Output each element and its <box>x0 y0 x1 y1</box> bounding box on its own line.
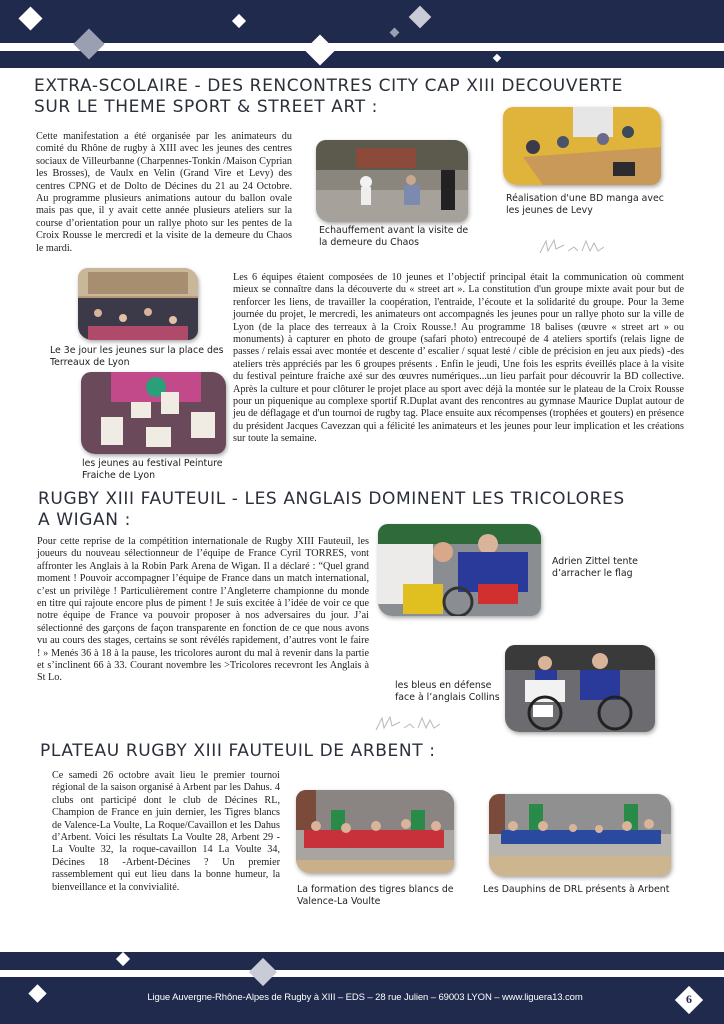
page-number: 6 <box>686 992 692 1006</box>
photo-tigres-image <box>296 790 454 873</box>
signature-mark <box>538 237 608 257</box>
caption-collins: les bleus en défense face à l’anglais Collins <box>395 680 500 703</box>
photo-manga-image <box>503 107 661 185</box>
photo-zittel <box>378 524 541 616</box>
article1-intro: Cette manifestation a été organisée par les animateurs du comité du Rhône de rugby à XIII avec les jeunes des centres sociaux de Villeurbanne (Charpennes-Tonkin /Maison Cyprian les Brosses), de Vaulx en Velin (Grand Vire et Levy) des centres CPNG et de Dolto de Décines du 21 au 24 Octobre. Au programme plusieurs animations autour du ballon ovale mais pas que, il y avait cette année plusieurs ateliers sur la course d’orientation pour un rallye photo sur les pentes de la Croix Rousse le mercredi et la visite de la demeure du Chaos le mardi. <box>36 131 292 254</box>
footer-address: Ligue Auvergne-Rhône-Alpes de Rugby à XIII – EDS – 28 rue Julien – 69003 LYON – www.liguera13.com <box>147 992 583 1003</box>
header-band <box>0 0 724 68</box>
photo-tigres <box>296 790 454 873</box>
photo-festival <box>81 372 226 454</box>
photo-collins-image <box>505 645 655 732</box>
article1-title-line2: SUR LE THEME SPORT & STREET ART : <box>34 97 379 117</box>
photo-dauphins <box>489 794 671 876</box>
article2-body: Pour cette reprise de la compétition internationale de Rugby XIII Fauteuil, les joueurs du nouveau sélectionneur de l’équipe de France Cyril TORRES, vont affronter les Anglais à la Robin Park Arena de Wigan. Il a déclaré : “Quel grand moment ! Pouvoir accompagner l’équipe de France dans un match international, c’est un privilège ! Particulièrement contre l’Angleterre championne du monde en titre qui rajoute encore plus de piment ! Je suis excitée à l’idée de voir ce que notre équipe de France va pouvoir proposer à nos adversaires du jour. J’ai sélectionné des garçons de façon transparente en fonction de ce que nous avons vu au cours des stages, certains se sont révélés rapidement, d’autres vont le faire ! » Menés 36 à 18 à la pause, les tricolores auront du mal à revenir dans la partie et s’inclinent 66 à 33. Courant novembre les >Tricolores recevront les Anglais à St Lo. <box>37 536 369 684</box>
header-stripe <box>0 43 724 51</box>
page-number-badge <box>675 986 703 1014</box>
article1-title-line1: EXTRA-SCOLAIRE - DES RENCONTRES CITY CAP XIII DECOUVERTE <box>34 76 623 96</box>
photo-dauphins-image <box>489 794 671 876</box>
footer-stripe <box>0 970 724 977</box>
photo-manga <box>503 107 661 185</box>
caption-terreaux: Le 3e jour les jeunes sur la place des Terreaux de Lyon <box>50 345 224 368</box>
photo-zittel-image <box>378 524 541 616</box>
caption-dauphins: Les Dauphins de DRL présents à Arbent <box>483 884 670 895</box>
photo-festival-image <box>81 372 226 454</box>
caption-tigres: La formation des tigres blancs de Valence-La Voulte <box>297 884 454 907</box>
caption-warmup: Echauffement avant la visite de la demeure du Chaos <box>319 225 469 248</box>
photo-collins <box>505 645 655 732</box>
article2-title-line2: A WIGAN : <box>38 510 131 530</box>
article2-title-line1: RUGBY XIII FAUTEUIL - LES ANGLAIS DOMINENT LES TRICOLORES <box>38 489 625 509</box>
photo-terreaux-image <box>78 268 198 340</box>
article2-title <box>38 489 698 531</box>
article3-title: PLATEAU RUGBY XIII FAUTEUIL DE ARBENT : <box>40 741 436 761</box>
article3-body: Ce samedi 26 octobre avait lieu le premier tournoi régional de la saison organisé à Arbent par les Dahus. 4 clubs ont participé dont le club de Décines RL, Champion de France en juin dernier, les Tigres blancs de Valence-La Voulte, La Roque/Cavaillon et les Dahus d’Arbent. Voici les résultats La Voulte 28, Arbent 29 -La Voulte 32, la roque-cavaillon 14 La Voulte 34, Décines 18 -Arbent-Décines ? Un premier rassemblement qui eut lieu dans la bonne humeur, la bienveillance et la convivialité. <box>52 770 280 893</box>
caption-festival: les jeunes au festival Peinture Fraiche de Lyon <box>82 458 223 481</box>
footer-band <box>0 952 724 1024</box>
caption-manga: Réalisation d'une BD manga avec les jeunes de Levy <box>506 193 664 216</box>
signature-mark <box>374 714 444 734</box>
photo-warmup <box>316 140 468 222</box>
photo-warmup-image <box>316 140 468 222</box>
caption-zittel: Adrien Zittel tente d’arracher le flag <box>552 556 638 579</box>
photo-terreaux <box>78 268 198 340</box>
article1-body: Les 6 équipes étaient composées de 10 jeunes et l’objectif principal était la communication où comment mieux se connaître dans la découverte du « street art ». La constitution d'un groupe mixte avait pour but de renforcer les liens, de travailler la coopération, l'entraide, l’écoute et la solidarité du groupe. Pour la 3eme journée du projet, le mercredi, les animateurs ont accompagnés les jeunes pour un rallye photo sur la ville de Lyon (de la place des terreaux à la Croix Rousse.! Au programme 18 balises (œuvre « street art » ou monuments) à capturer en photo de groupe (safari photo) entrecoupé de 4 ateliers sportifs (relais ligne de passes / relais essai avec montée et descente d’ escalier / squat lesté / cible de précision en jeu aux pieds) -des ateliers très appréciés par les 6 groupes présents . Enfin le jeudi, Une fois les esprits éveillés place à la visite du festival peinture fraiche axé sur des œuvres numériques...un lieu parfait pour découvrir la BD collective. Après la culture et pour clôturer le projet place au sport avec déjà la montée sur le plateau de la Croix Rousse pour un piquenique au complexe sportif R.Duplat avant des rencontres au gymnase Maurice Duplat autour de jeu de déflagage et d'un tournoi de rugby tag. Place ensuite aux récompenses (trophées et gouters) en présence du président Jacques Cavezzan qui a félicité les animateurs et les jeunes pour leur implication et les créations sur toute la semaine. <box>233 272 684 445</box>
